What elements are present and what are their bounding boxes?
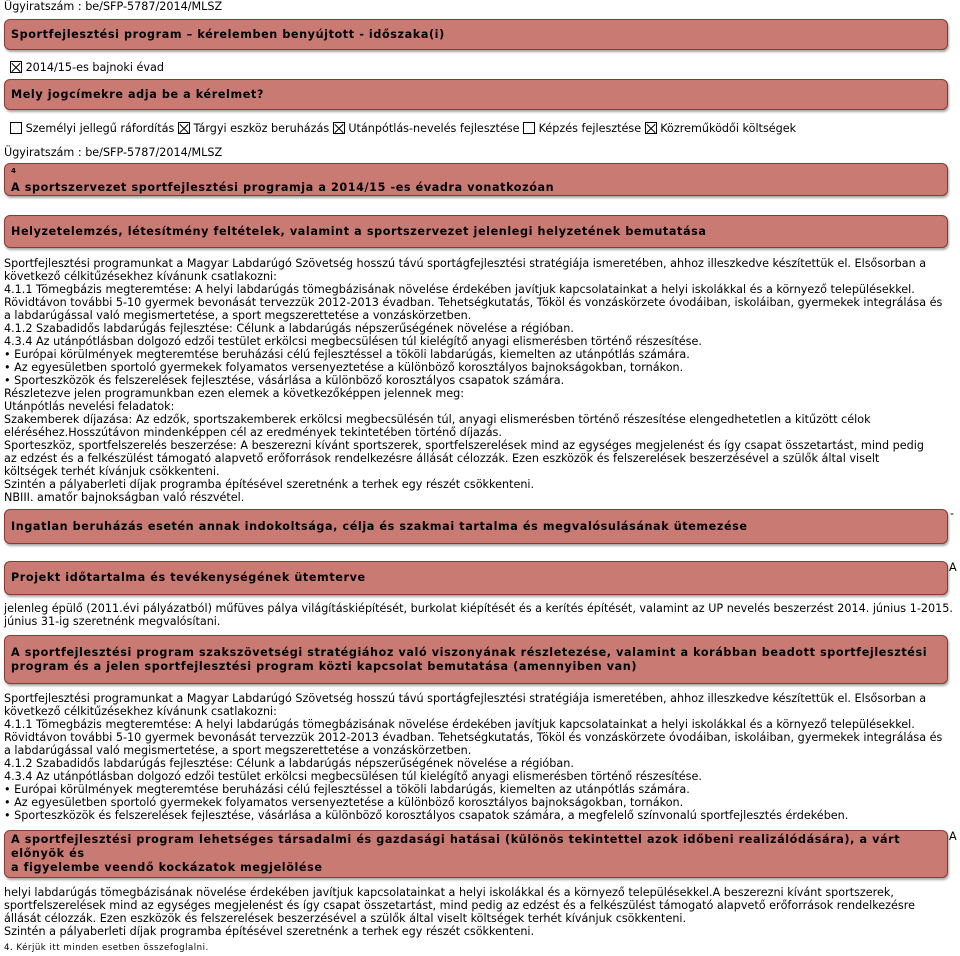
unchecked-box-icon[interactable] — [10, 122, 22, 134]
category-option[interactable]: Személyi jellegű ráfordítás — [10, 122, 174, 135]
section-schedule-header — [4, 561, 948, 595]
category-options — [10, 122, 796, 135]
section-legal-title-header — [4, 79, 948, 110]
schedule-text: jelenleg épülő (2011.évi pályázatból) műfüves pálya világításkiépítését, burkolat kiépítését és a kerítés építését, valamint az UP nevelés beszerzést 2014. június 1-2015. június 31-ig szeretnénk megvalósítani. — [4, 602, 953, 628]
section-title: A sportfejlesztési program szakszövetségi stratégiához való viszonyának részletezése, valamint a korábban beadott sportfejlesztési — [11, 645, 928, 659]
section-impact-header — [4, 830, 948, 878]
section-strategy-header — [4, 635, 948, 684]
section-title: A sportszervezet sportfejlesztési programja a 2014/15 -es évadra vonatkozóan — [11, 181, 555, 195]
category-option[interactable]: Közreműködői költségek — [645, 122, 796, 135]
section-marker: - — [950, 507, 955, 520]
section-marker: A — [949, 561, 957, 574]
footnote-ref: 4 — [11, 166, 17, 175]
section-real-estate-header — [4, 509, 948, 544]
section-title: Sportfejlesztési program – kérelemben benyújtott - időszaka(i) — [11, 27, 445, 41]
section-title: Projekt időtartalma és tevékenységének ütemterve — [11, 571, 366, 584]
category-option[interactable]: Képzés fejlesztése — [523, 122, 641, 135]
season-label: 2014/15-es bajnoki évad — [25, 61, 164, 74]
doc-id-mid: Ügyiratszám : be/SFP-5787/2014/MLSZ — [4, 146, 223, 159]
season-option[interactable] — [10, 61, 164, 74]
section-marker: A — [949, 830, 957, 843]
section-title: a figyelembe veendő kockázatok megjelölése — [11, 861, 323, 874]
section-program-header — [4, 163, 948, 196]
section-program-period-header — [4, 19, 948, 50]
impact-text: helyi labdarúgás tömegbázisának növelése érdekében javítjuk kapcsolatainkat a helyi iskolákkal és a környező településekkel.A beszerezni kívánt sportszerek, sportfelszerelések mind az egységes megjelenést és így csapat összetartást, mind pedig az edzést és a felkészülést támogató alapvető erőforrások rendelkezésre állását célozzák. Ezen eszközök és felszerelések beszerzésével a szülők által viselt költségek terhét kívánjuk csökkenteni. Szintén a pályaberleti díjak programba építésével szeretnénk a terhek egy részét csökkenteni. — [4, 886, 915, 938]
situation-text: Sportfejlesztési programunkat a Magyar Labdarúgó Szövetség hosszú távú sportágfejlesztési stratégiája ismeretében, ahhoz illeszkedve készítettük el. Elsősorban a következő célkitűzésekhez kívánunk csatlakozni: 4.1.1 Tömegbázis megteremtése: A helyi labdarúgás tömegbázisának növelése érdekében javítjuk kapcsolatainkat a helyi iskolákkal és a környező településekkel. Rövidtávon további 5-10 gyermek bevonását tervezzük 2012-2013 évadban. Tehetségkutatás, Tököl és vonzáskörzete óvodáiban, iskoláiban, gyermekek integrálása és a labdarúgással való megismertetése, a sport megszerettetése a vonzáskörzetben. 4.1.2 Szabadidős labdarúgás fejlesztése: Célunk a labdarúgás népszerűségének növelése a régióban. 4.3.4 Az utánpótlásban dolgozó edzői testület erkölcsi megbecsülésen túl kielégítő anyagi elismerésben történő részesítése. • Európai körülmények megteremtése beruházási célú fejlesztéssel a tököli labdarúgás, kiemelten az utánpótlás számára. • Az egyesületben sportoló gyermekek folyamatos versenyeztetése a különböző korosztályos bajnokságokban, tornákon. • Sporteszközök és felszerelések fejlesztése, vásárlása a különböző korosztályos csapatok számára. Részletezve jelen programunkban ezen elemek a következőképpen jelennek meg: Utánpótlás nevelési feladatok: Szakemberek díjazása: Az edzők, sportszakemberek erkölcsi megbecsülésén túl, anyagi elismerésben történő részesítése elengedhetetlen a kitűzött célok eléréséhez.Hosszútávon mindenképpen cél az eredmények tekintetében történő díjazás. Sporteszköz, sportfelszerelés beszerzése: A beszerezni kívánt sportszerek, sportfelszerelések mind az egységes megjelenést és így csapat összetartást, mind pedig az edzést és a felkészülést támogató alapvető erőforrások rendelkezésre állását célozzák. Ezen eszközök és felszerelések beszerzésével a szülők által viselt költségek terhét kívánjuk csökkenteni. Szintén a pályaberleti díjak programba építésével szeretnénk a terhek egy részét csökkenteni. NBIII. amatőr bajnokságban való részvétel. — [4, 257, 943, 504]
checked-box-icon[interactable] — [178, 122, 190, 134]
section-situation-header — [4, 215, 948, 248]
section-title: Ingatlan beruházás esetén annak indokoltsága, célja és szakmai tartalma és megvalósulásának ütemezése — [11, 519, 748, 533]
section-title: program és a jelen sportfejlesztési program közti kapcsolat bemutatása (amennyiben van) — [11, 659, 638, 673]
unchecked-box-icon[interactable] — [523, 122, 535, 134]
category-option[interactable]: Utánpótlás-nevelés fejlesztése — [333, 122, 520, 135]
category-option[interactable]: Tárgyi eszköz beruházás — [178, 122, 329, 135]
checked-box-icon[interactable] — [645, 122, 657, 134]
strategy-text: Sportfejlesztési programunkat a Magyar Labdarúgó Szövetség hosszú távú sportágfejlesztési stratégiája ismeretében, ahhoz illeszkedve készítettük el. Elsősorban a következő célkitűzésekhez kívánunk csatlakozni: 4.1.1 Tömegbázis megteremtése: A helyi labdarúgás tömegbázisának növelése érdekében javítjuk kapcsolatainkat a helyi iskolákkal és a környező településekkel. Rövidtávon további 5-10 gyermek bevonását tervezzük 2012-2013 évadban. Tehetségkutatás, Tököl és vonzáskörzete óvodáiban, iskoláiban, gyermekek integrálása és a labdarúgással való megismertetése, a sport megszerettetése a vonzáskörzetben. 4.1.2 Szabadidős labdarúgás fejlesztése: Célunk a labdarúgás népszerűségének növelése a régióban. 4.3.4 Az utánpótlásban dolgozó edzői testület erkölcsi megbecsülésen túl kielégítő anyagi elismerésben történő részesítése. • Európai körülmények megteremtése beruházási célú fejlesztéssel a tököli labdarúgás, kiemelten az utánpótlás számára. • Az egyesületben sportoló gyermekek folyamatos versenyeztetése a különböző korosztályos bajnokságokban, tornákon. • Sporteszközök és felszerelések fejlesztése, vásárlása a különböző korosztályos csapatok számára, a megfelelő színvonalú sportfejlesztés érdekében. — [4, 692, 943, 822]
checked-box-icon[interactable] — [333, 122, 345, 134]
doc-id-top: Ügyiratszám : be/SFP-5787/2014/MLSZ — [4, 0, 223, 13]
section-title: Mely jogcímekre adja be a kérelmet? — [11, 87, 264, 101]
section-title: A sportfejlesztési program lehetséges társadalmi és gazdasági hatásai (különös tekintettel azok időbeni realizálódására), a várt előnyök és — [11, 833, 901, 860]
section-title: Helyzetelemzés, létesítmény feltételek, valamint a sportszervezet jelenlegi helyzetének bemutatása — [11, 224, 707, 238]
footnote: 4. Kérjük itt minden esetben összefoglalni. — [4, 943, 209, 953]
checked-box-icon[interactable] — [10, 61, 22, 73]
